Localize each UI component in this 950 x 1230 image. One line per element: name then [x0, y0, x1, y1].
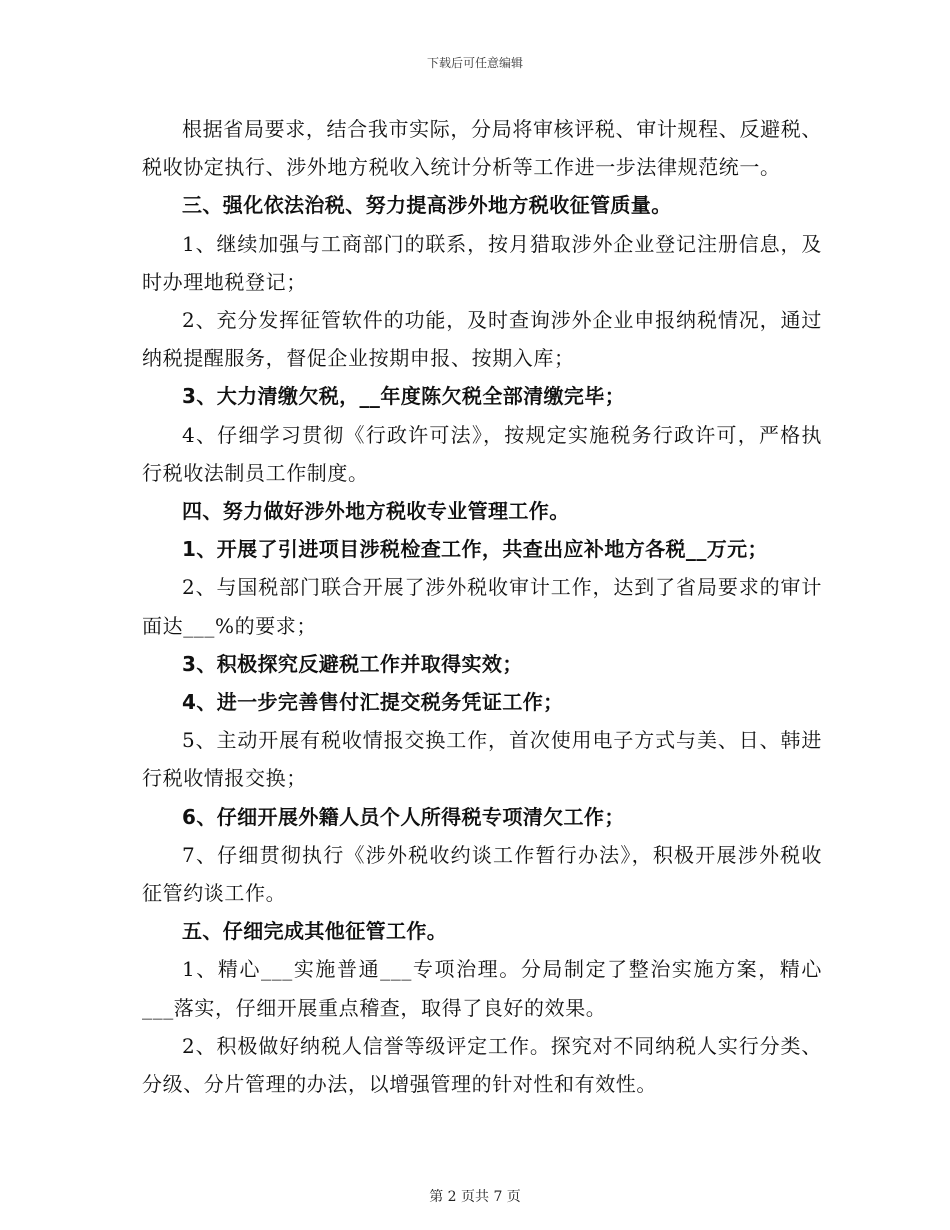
section-heading-4: 四、努力做好涉外地方税收专业管理工作。 — [182, 499, 570, 524]
page-header: 下载后可任意编辑 — [426, 56, 523, 70]
list-item-bold: 3、大力清缴欠税，__年度陈欠税全部清缴完毕； — [182, 384, 626, 409]
section-heading-3: 三、强化依法治税、努力提高涉外地方税收征管质量。 — [182, 193, 672, 218]
list-item: 2、充分发挥征管软件的功能，及时查询涉外企业申报纳税情况，通过纳税提醒服务，督促企业按期申报、按期入库； — [142, 308, 822, 371]
list-item: 2、与国税部门联合开展了涉外税收审计工作，达到了省局要求的审计面达___%的要求； — [142, 575, 822, 638]
list-item-bold: 6、仔细开展外籍人员个人所得税专项清欠工作； — [182, 804, 625, 829]
list-item-bold: 4、进一步完善售付汇提交税务凭证工作； — [182, 690, 564, 715]
section-heading-5: 五、仔细完成其他征管工作。 — [182, 919, 448, 944]
document-body — [142, 110, 822, 1103]
list-item: 1、继续加强与工商部门的联系，按月猎取涉外企业登记注册信息，及时办理地税登记； — [142, 231, 822, 294]
list-item-bold: 3、积极探究反避税工作并取得实效； — [182, 651, 523, 676]
list-item: 1、精心___实施普通___专项治理。分局制定了整治实施方案，精心___落实，仔细开展重点稽查，取得了良好的效果。 — [142, 957, 822, 1020]
page-footer: 第 2 页共 7 页 — [429, 1189, 521, 1205]
list-item-bold: 1、开展了引进项目涉税检查工作，共查出应补地方各税__万元； — [182, 537, 768, 562]
list-item: 7、仔细贯彻执行《涉外税收约谈工作暂行办法》，积极开展涉外税收征管约谈工作。 — [142, 842, 822, 906]
list-item: 5、主动开展有税收情报交换工作，首次使用电子方式与美、日、韩进行税收情报交换； — [142, 728, 822, 791]
body-paragraph: 根据省局要求，结合我市实际，分局将审核评税、审计规程、反避税、税收协定执行、涉外地方税收入统计分析等工作进一步法律规范统一。 — [142, 117, 822, 180]
list-item: 4、仔细学习贯彻《行政许可法》，按规定实施税务行政许可，严格执行税收法制员工作制度。 — [142, 422, 822, 485]
list-item: 2、积极做好纳税人信誉等级评定工作。探究对不同纳税人实行分类、分级、分片管理的办法，以增强管理的针对性和有效性。 — [142, 1033, 822, 1097]
